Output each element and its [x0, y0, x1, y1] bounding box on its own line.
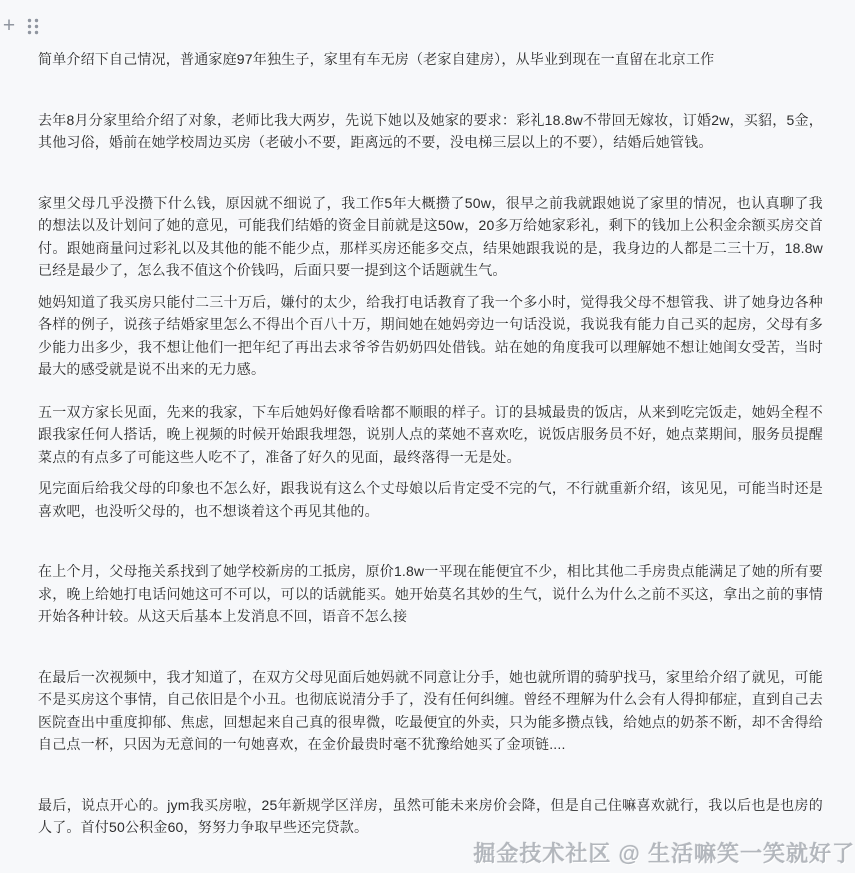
watermark: 掘金技术社区 @ 生活嘛笑一笑就好了	[473, 841, 855, 866]
paragraph[interactable]: 简单介绍下自己情况，普通家庭97年独生子，家里有车无房（老家自建房），从毕业到现在一直留在北京工作	[38, 51, 715, 67]
paragraph[interactable]: 家里父母几乎没攒下什么钱，原因就不细说了，我工作5年大概攒了50w，很早之前我就跟她说了家里的情况，也认真聊了我的想法以及计划问了她的意见，可能我们结婚的资金目前就是这50w，20多万给她家彩礼，剩下的钱加上公积金余额买房交首付。跟她商量问过彩礼以及其他的能不能少点，那样买房还能多交点，结果她跟我说的是，我身边的人都是二三十万，18.8w已经是最少了，怎么我不值这个价钱吗，后面只要一提到这个话题就生气。	[38, 194, 823, 278]
paragraph-list	[38, 48, 823, 839]
paragraph[interactable]: 五一双方家长见面，先来的我家，下车后她妈好像看啥都不顺眼的样子。订的县城最贵的饭店，从来到吃完饭走，她妈全程不跟我家任何人搭话，晚上视频的时候开始跟我埋怨，说别人点的菜她不喜欢吃，说饭店服务员不好，她点菜期间，服务员提醒菜点的有点多了可能这些人吃不了，准备了好久的见面，最终落得一无是处。	[38, 403, 823, 465]
add-block-button[interactable]: +	[2, 14, 16, 37]
block-controls	[1, 16, 40, 36]
drag-handle[interactable]	[26, 17, 40, 35]
paragraph[interactable]: 去年8月分家里给介绍了对象，老师比我大两岁，先说下她以及她家的要求：彩礼18.8w不带回无嫁妆，订婚2w，买貂，5金，其他习俗，婚前在她学校周边买房（老破小不要，距离远的不要，没电梯三层以上的不要），结婚后她管钱。	[38, 111, 823, 150]
document-body[interactable]	[38, 48, 823, 839]
paragraph[interactable]: 最后，说点开心的。jym我买房啦，25年新规学区洋房，虽然可能未来房价会降，但是自己住嘛喜欢就行，我以后也是也房的人了。首付50公积金60，努努力争取早些还完贷款。	[38, 796, 823, 835]
paragraph[interactable]: 她妈知道了我买房只能付二三十万后，嫌付的太少，给我打电话教育了我一个多小时，觉得我父母不想管我、讲了她身边各种各样的例子，说孩子结婚家里怎么不得出个百八十万，期间她在她妈旁边一句话没说，我说我有能力自己买的起房，父母有多少能力出多少，我不想让他们一把年纪了再出去求爷爷告奶奶四处借钱。站在她的角度我可以理解她不想让她闺女受苦，当时最大的感受就是说不出来的无力感。	[38, 293, 823, 377]
paragraph[interactable]: 见完面后给我父母的印象也不怎么好，跟我说有这么个丈母娘以后肯定受不完的气，不行就重新介绍，该见见，可能当时还是喜欢吧，也没听父母的，也不想谈着这个再见其他的。	[38, 480, 823, 519]
paragraph[interactable]: 在最后一次视频中，我才知道了，在双方父母见面后她妈就不同意让分手，她也就所谓的骑驴找马，家里给介绍了就见，可能不是买房这个事情，自己依旧是个小丑。也彻底说清分手了，没有任何纠缠。曾经不理解为什么会有人得抑郁症，直到自己去医院查出中重度抑郁、焦虑，回想起来自己真的很卑微，吃最便宜的外卖，只为能多攒点钱，给她点的奶茶不断，却不舍得给自己点一杯，只因为无意间的一句她喜欢，在金价最贵时毫不犹豫给她买了金项链....	[38, 668, 823, 752]
drag-handle-icon	[27, 18, 39, 35]
paragraph[interactable]: 在上个月，父母拖关系找到了她学校新房的工抵房，原价1.8w一平现在能便宜不少，相比其他二手房贵点能满足了她的所有要求，晚上给她打电话问她这可不可以，可以的话就能买。她开始莫名其妙的生气，说什么为什么之前不买这，拿出之前的事情开始各种计较。从这天后基本上发消息不回，语音不怎么接	[38, 563, 823, 624]
